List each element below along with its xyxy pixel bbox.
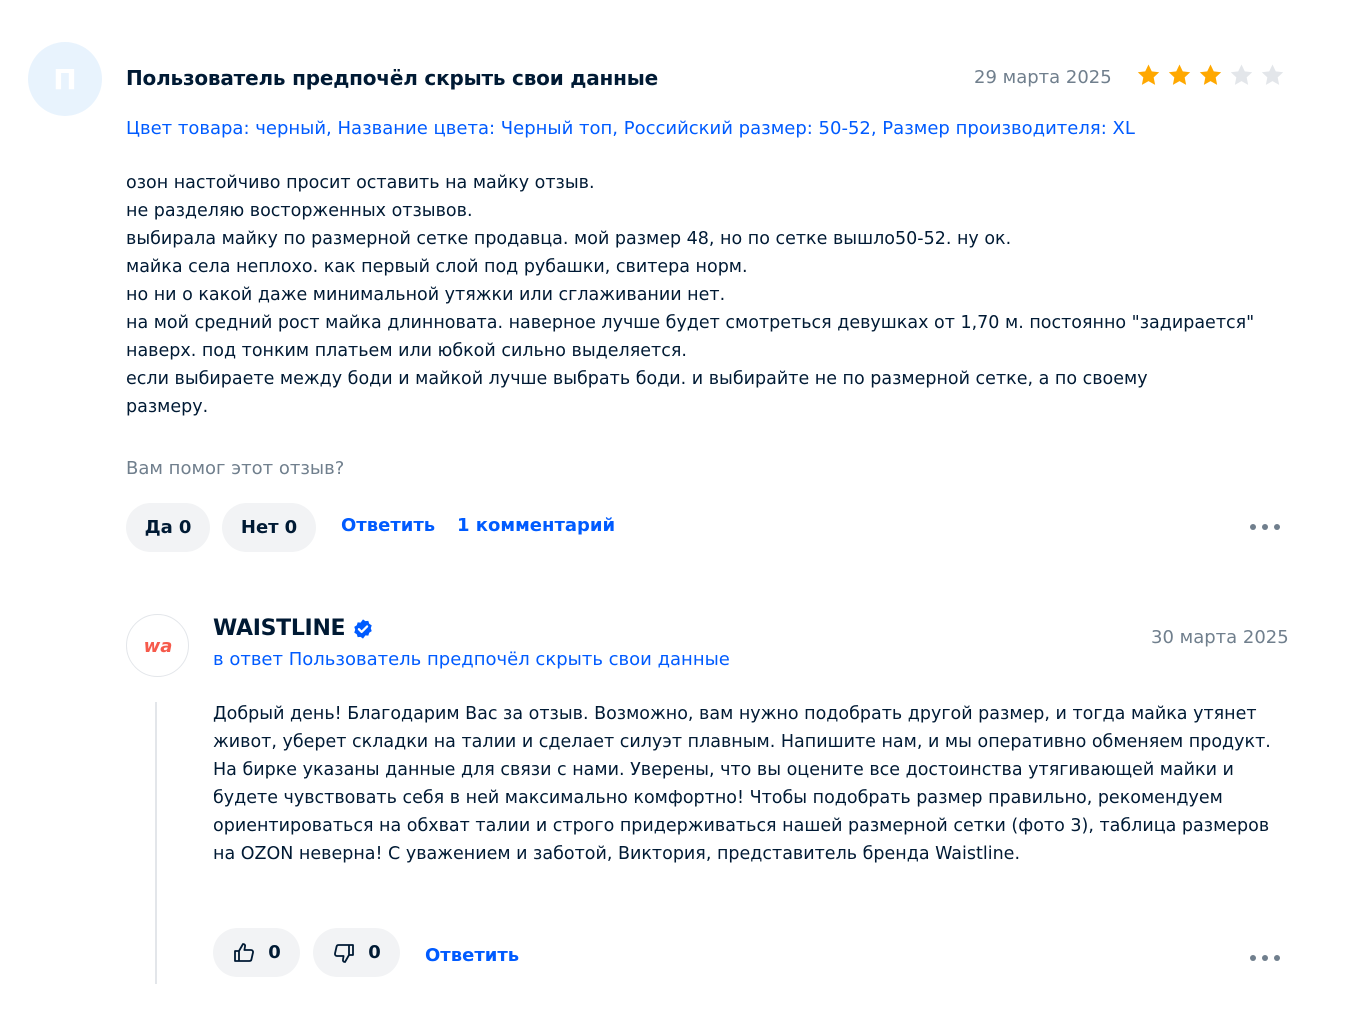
review-text-line: озон настойчиво просит оставить на майку отзыв. xyxy=(126,173,595,193)
helpful-no-button[interactable] xyxy=(222,503,316,552)
waistline-logo-icon xyxy=(138,635,178,657)
like-button[interactable] xyxy=(213,928,300,977)
review-date: 29 марта 2025 xyxy=(974,67,1112,88)
reply-thread-line xyxy=(155,702,157,984)
seller-reply-button[interactable]: Ответить xyxy=(425,945,520,966)
more-dots-icon[interactable] xyxy=(1250,953,1280,963)
reply-button[interactable]: Ответить xyxy=(341,515,436,536)
reply-to-link[interactable]: в ответ Пользователь предпочёл скрыть свои данные xyxy=(213,649,730,670)
review-text-line: не разделяю восторженных отзывов. xyxy=(126,201,473,221)
review-author: Пользователь предпочёл скрыть свои данные xyxy=(126,66,659,90)
review-text-line: наверх. под тонким платьем или юбкой сильно выделяется. xyxy=(126,341,687,361)
thumb-down-icon xyxy=(332,941,356,965)
review-text-line: на мой средний рост майка длинновата. наверное лучше будет смотреться девушках от 1,70 м. постоянно "задирается" xyxy=(126,313,1255,333)
seller-name[interactable]: WAISTLINE xyxy=(213,616,346,641)
reply-date: 30 марта 2025 xyxy=(1151,627,1289,648)
no-count: 0 xyxy=(284,517,298,538)
review-text-line: размеру. xyxy=(126,397,209,417)
review-text-line: майка села неплохо. как первый слой под рубашки, свитера норм. xyxy=(126,257,748,277)
star-filled-icon xyxy=(1166,62,1193,89)
star-filled-icon xyxy=(1197,62,1224,89)
like-count: 0 xyxy=(268,942,281,963)
star-empty-icon xyxy=(1259,62,1286,89)
dislike-button[interactable] xyxy=(313,928,400,977)
dislike-count: 0 xyxy=(368,942,381,963)
review-text-line: если выбираете между боди и майкой лучше выбрать боди. и выбирайте не по размерной сетке, а по своему xyxy=(126,369,1148,389)
product-variant-info[interactable]: Цвет товара: черный, Название цвета: Черный топ, Российский размер: 50-52, Размер производителя: XL xyxy=(126,118,1135,139)
thumb-up-icon xyxy=(232,941,256,965)
logo-text: wa xyxy=(143,635,172,657)
seller-reply-text: Добрый день! Благодарим Вас за отзыв. Возможно, вам нужно подобрать другой размер, и тогда майка утянет живот, уберет складки на талии и сделает силуэт плавным. Напишите нам, и мы оперативно обменяем продукт. На бирке указаны данные для связи с нами. Уверены, что вы оцените все достоинства утягивающей майки и будете чувствовать себя в ней максимально комфортно! Чтобы подобрать размер правильно, рекомендуем ориентироваться на обхват талии и строго придерживаться нашей размерной сетки (фото 3), таблица размеров на OZON неверна! С уважением и заботой, Виктория, представитель бренда Waistline. xyxy=(213,704,1271,864)
star-rating xyxy=(1135,62,1286,89)
star-empty-icon xyxy=(1228,62,1255,89)
review-text-line: выбирала майку по размерной сетке продавца. мой размер 48, но по сетке вышло50-52. ну ок. xyxy=(126,229,1012,249)
review-text-line: но ни о какой даже минимальной утяжки или сглаживании нет. xyxy=(126,285,726,305)
no-label: Нет xyxy=(240,517,279,538)
avatar-letter: П xyxy=(53,62,77,96)
more-dots-icon[interactable] xyxy=(1250,522,1280,532)
verified-check-icon xyxy=(352,618,374,640)
seller-logo[interactable] xyxy=(126,614,189,677)
helpful-yes-button[interactable] xyxy=(126,503,210,552)
user-avatar xyxy=(28,42,102,116)
yes-count: 0 xyxy=(178,517,192,538)
star-filled-icon xyxy=(1135,62,1162,89)
yes-label: Да xyxy=(144,517,173,538)
review-text xyxy=(126,169,1301,421)
seller-name-row xyxy=(213,616,374,641)
comments-link[interactable]: 1 комментарий xyxy=(457,515,616,536)
helpful-question: Вам помог этот отзыв? xyxy=(126,458,345,479)
